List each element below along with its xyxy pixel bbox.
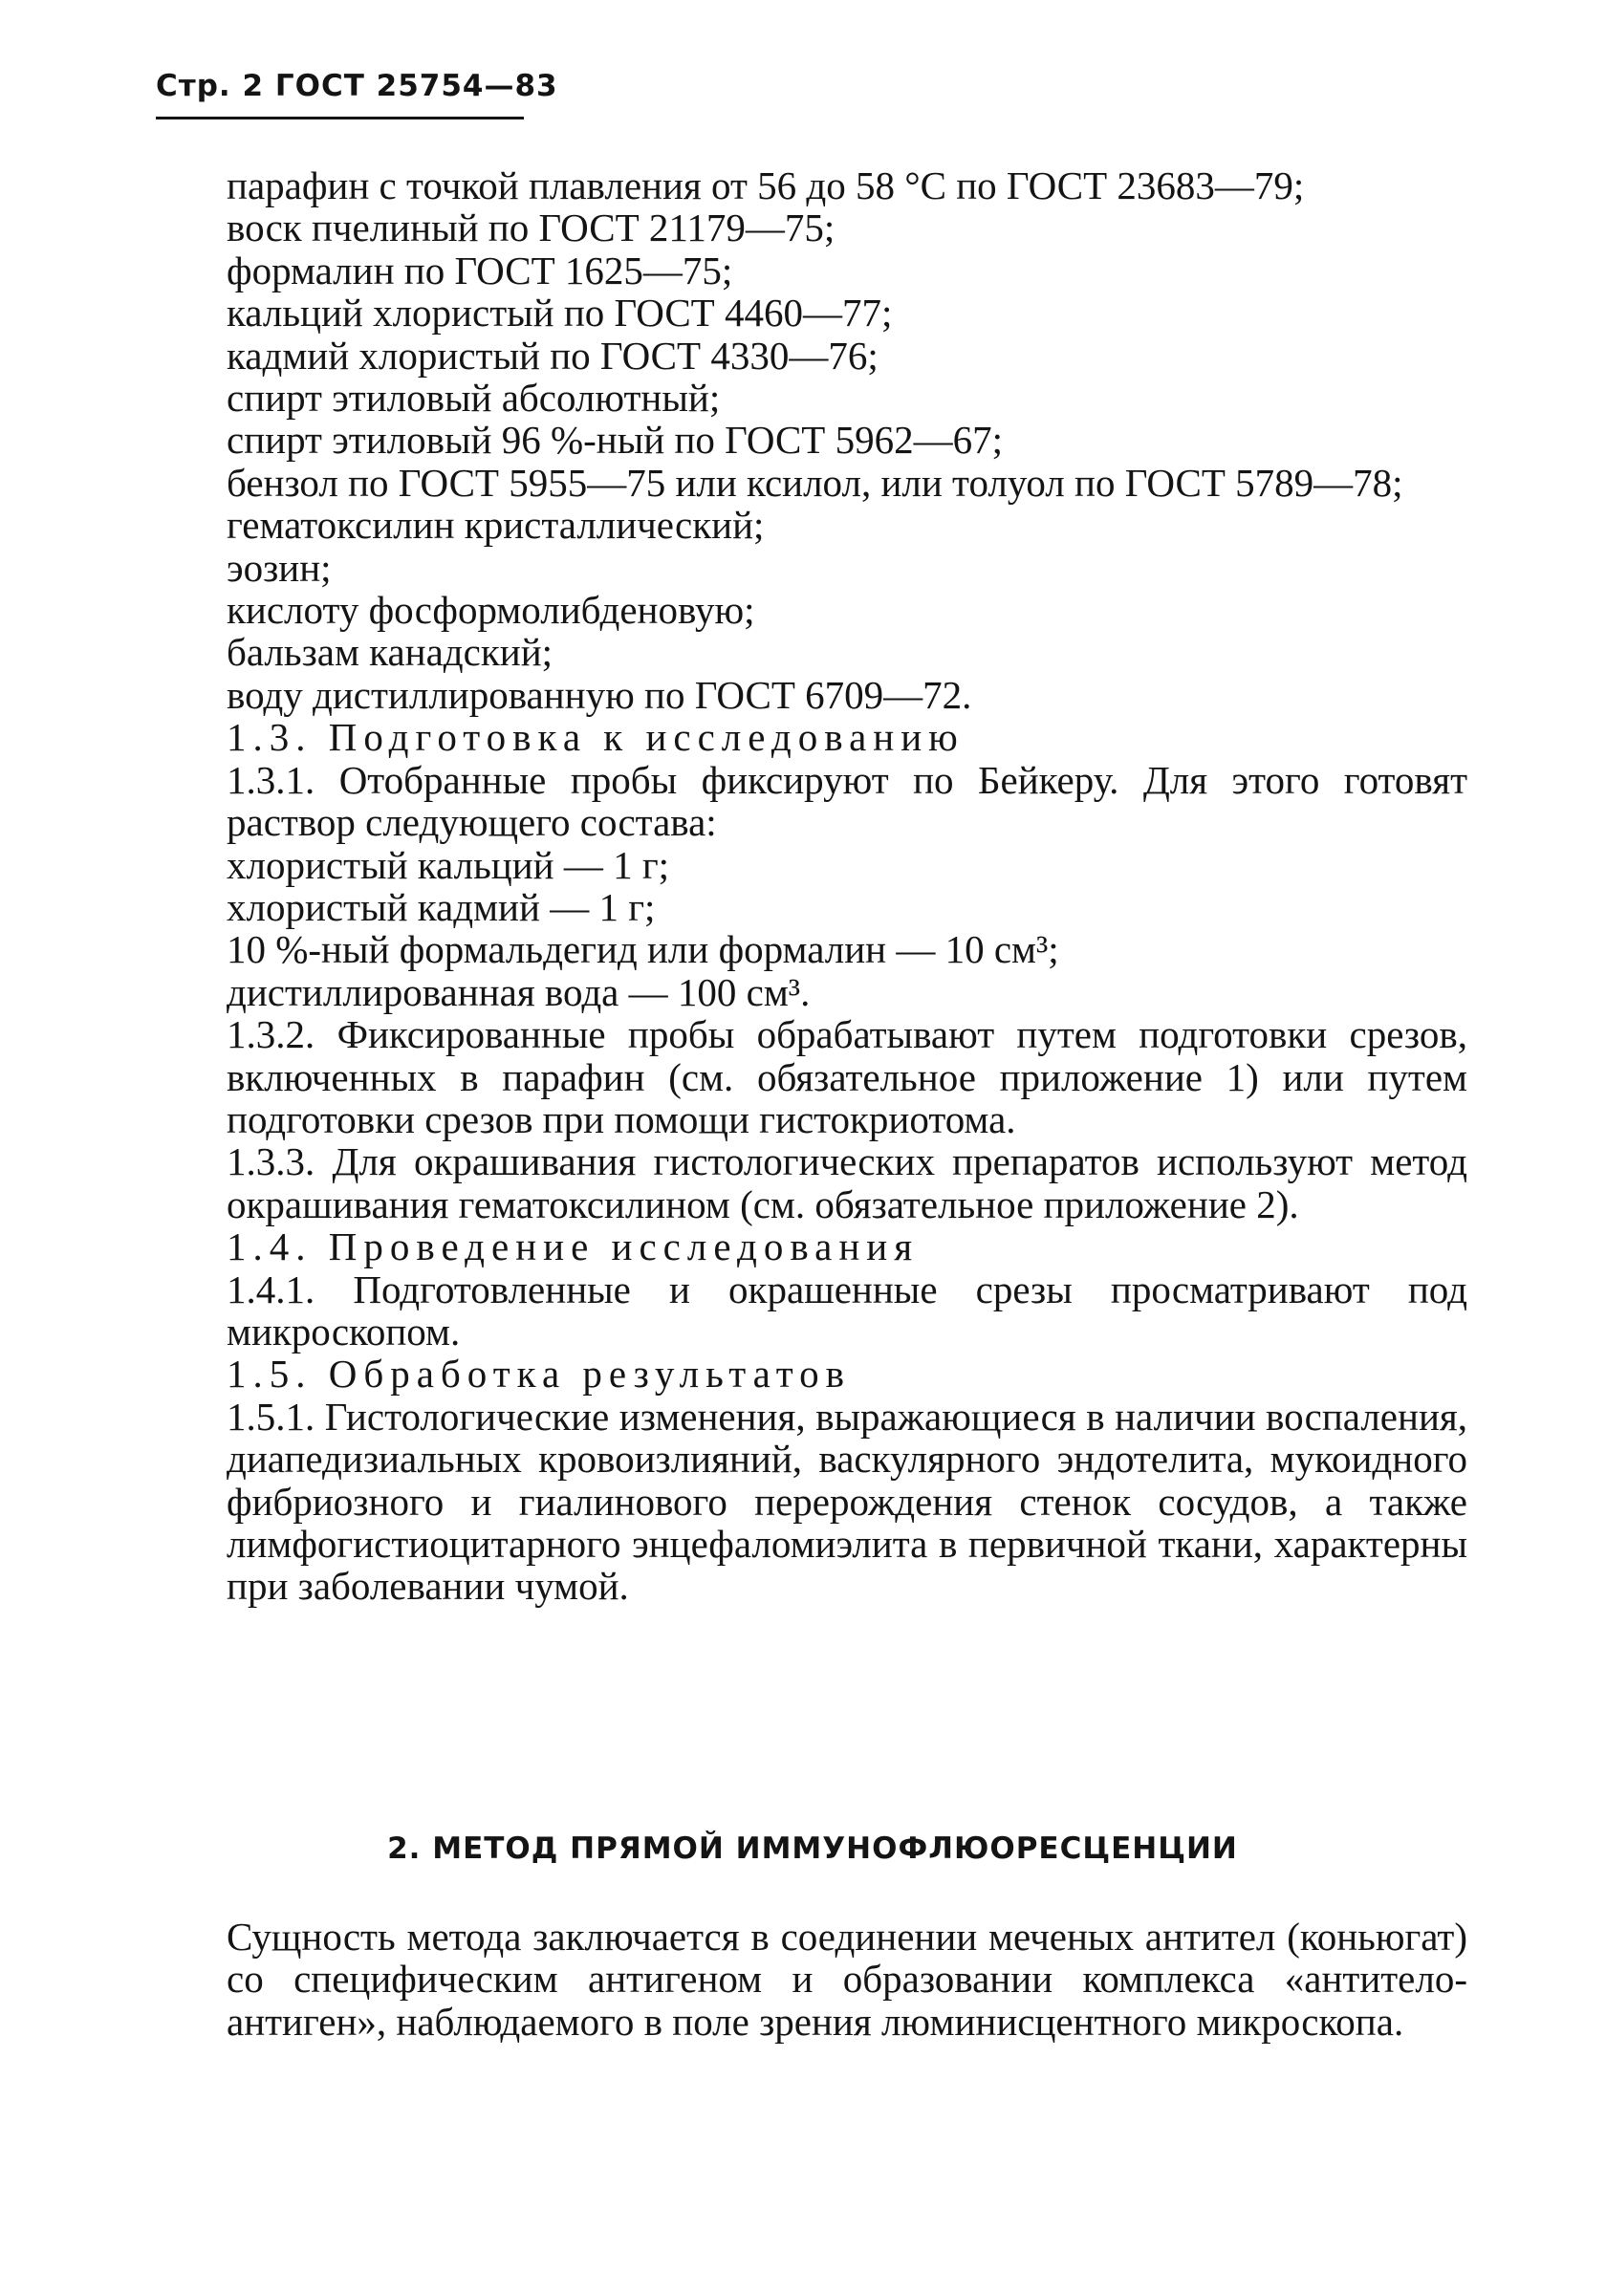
paragraph-1-3-1: 1.3.1. Отобранные пробы фиксируют по Бейкеру. Для этого готовят раствор следующего состава:	[227, 757, 1467, 845]
solution-item: дистиллированная вода — 100 см³.	[227, 969, 811, 1014]
material-item: парафин с точкой плавления от 56 до 58 °С по ГОСТ 23683—79;	[227, 163, 1305, 207]
paragraph-1-5-1: 1.5.1. Гистологические изменения, выражающиеся в наличии воспаления, диапедизиальных кровоизлияний, васкулярного эндотелита, мукоидного фибриозного и гиалинового перерождения стенок сосудов, а также лимфогистиоцитарного энцефаломиэлита в первичной ткани, характерны при заболевании чумой.	[227, 1394, 1467, 1609]
header-rule	[156, 117, 524, 119]
material-item: кислоту фосформолибденовую;	[227, 588, 755, 633]
paragraph-1-3-3: 1.3.3. Для окрашивания гистологических препаратов используют метод окрашивания гематоксилином (см. обязательное приложение 2).	[227, 1139, 1467, 1226]
material-item: гематоксилин кристаллический;	[227, 503, 765, 548]
solution-item: хлористый кадмий — 1 г;	[227, 884, 656, 929]
paragraph-1-3-2: 1.3.2. Фиксированные пробы обрабатывают путем подготовки срезов, включенных в парафин (см. обязательное приложение 1) или путем подготовки срезов при помощи гистокриотома.	[227, 1012, 1467, 1141]
material-item: бальзам канадский;	[227, 630, 553, 675]
material-item: формалин по ГОСТ 1625—75;	[227, 248, 733, 292]
section-2-title: 2. МЕТОД ПРЯМОЙ ИММУНОФЛЮОРЕСЦЕНЦИИ	[387, 1831, 1238, 1866]
material-item: воду дистиллированную по ГОСТ 6709—72.	[227, 672, 972, 717]
material-item: кальций хлористый по ГОСТ 4460—77;	[227, 291, 893, 336]
section-heading-1-4: 1.4. Проведение исследования	[227, 1224, 920, 1269]
solution-item: хлористый кальций — 1 г;	[227, 842, 670, 887]
material-item: эозин;	[227, 545, 332, 590]
material-item: бензол по ГОСТ 5955—75 или ксилол, или толуол по ГОСТ 5789—78;	[227, 460, 1403, 505]
material-item: спирт этиловый 96 %-ный по ГОСТ 5962—67;	[227, 418, 1003, 463]
section-heading-1-5: 1.5. Обработка результатов	[227, 1352, 852, 1397]
main-text	[158, 164, 1467, 1608]
material-item: кадмий хлористый по ГОСТ 4330—76;	[227, 333, 879, 378]
section-2-text	[158, 1916, 1467, 2043]
solution-item: 10 %-ный формальдегид или формалин — 10 см³;	[227, 927, 1059, 972]
page-header: Стр. 2 ГОСТ 25754—83	[156, 69, 558, 103]
section-heading-1-3: 1.3. Подготовка к исследованию	[227, 715, 965, 760]
paragraph-2-intro: Сущность метода заключается в соединении меченых антител (коньюгат) со специфическим антигеном и образовании комплекса «антитело-антиген», наблюдаемого в поле зрения люминисцентного микроскопа.	[227, 1915, 1467, 2044]
material-item: спирт этиловый абсолютный;	[227, 376, 721, 421]
paragraph-1-4-1: 1.4.1. Подготовленные и окрашенные срезы просматривают под микроскопом.	[227, 1267, 1467, 1354]
material-item: воск пчелиный по ГОСТ 21179—75;	[227, 206, 836, 250]
